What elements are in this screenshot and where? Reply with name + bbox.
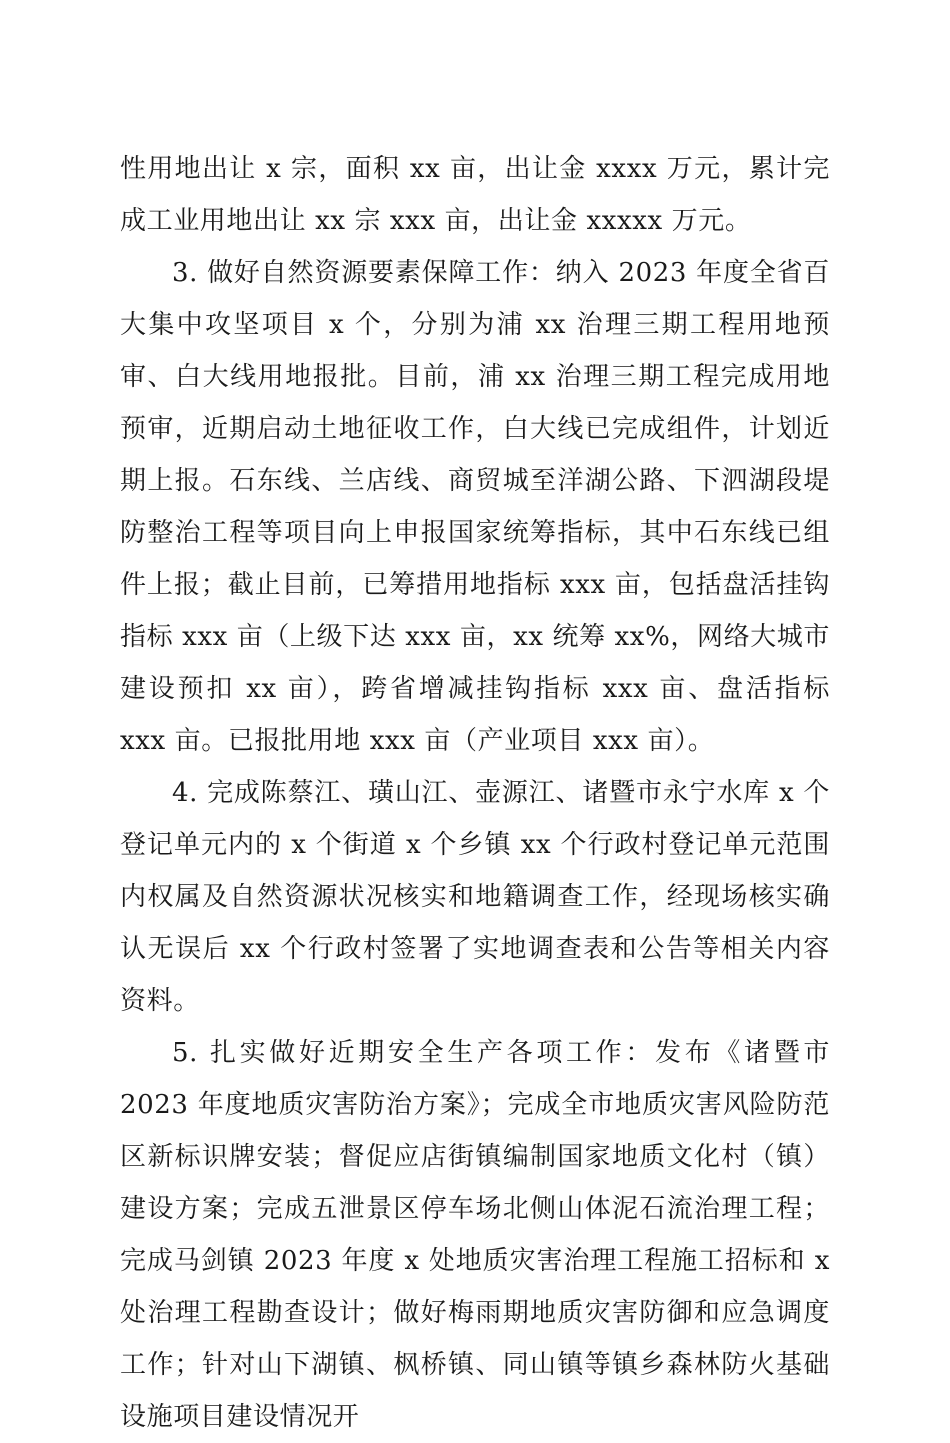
paragraph-item-4: 4. 完成陈蔡江、璜山江、壶源江、诸暨市永宁水库 x 个登记单元内的 x 个街道 x 个乡镇 xx 个行政村登记单元范围内权属及自然资源状况核实和地籍调查工作，经现场核实确认无误后 xx 个行政村签署了实地调查表和公告等相关内容资料。 [120, 778, 830, 1016]
paragraph-item-3: 3. 做好自然资源要素保障工作：纳入 2023 年度全省百大集中攻坚项目 x 个，分别为浦 xx 治理三期工程用地预审、白大线用地报批。目前，浦 xx 治理三期工程完成用地预审，近期启动土地征收工作，白大线已完成组件，计划近期上报。石东线、兰店线、商贸城至洋湖公路、下泗湖段堤防整治工程等项目向上申报国家统筹指标，其中石东线已组件上报；截止目前，已筹措用地指标 xxx 亩，包括盘活挂钩指标 xxx 亩（上级下达 xxx 亩，xx 统筹 xx%，网络大城市建设预扣 xx 亩），跨省增减挂钩指标 xxx 亩、盘活指标 xxx 亩。已报批用地 xxx 亩（产业项目 xxx 亩）。 [120, 258, 830, 756]
document-body [120, 143, 830, 1443]
paragraph-item-5: 5. 扎实做好近期安全生产各项工作：发布《诸暨市 2023 年度地质灾害防治方案》；完成全市地质灾害风险防范区新标识牌安装；督促应店街镇编制国家地质文化村（镇）建设方案；完成五泄景区停车场北侧山体泥石流治理工程；完成马剑镇 2023 年度 x 处地质灾害治理工程施工招标和 x 处治理工程勘查设计；做好梅雨期地质灾害防御和应急调度工作；针对山下湖镇、枫桥镇、同山镇等镇乡森林防火基础设施项目建设情况开 [120, 1038, 830, 1432]
paragraph-continuation: 性用地出让 x 宗，面积 xx 亩，出让金 xxxx 万元，累计完成工业用地出让 xx 宗 xxx 亩，出让金 xxxxx 万元。 [120, 154, 830, 236]
